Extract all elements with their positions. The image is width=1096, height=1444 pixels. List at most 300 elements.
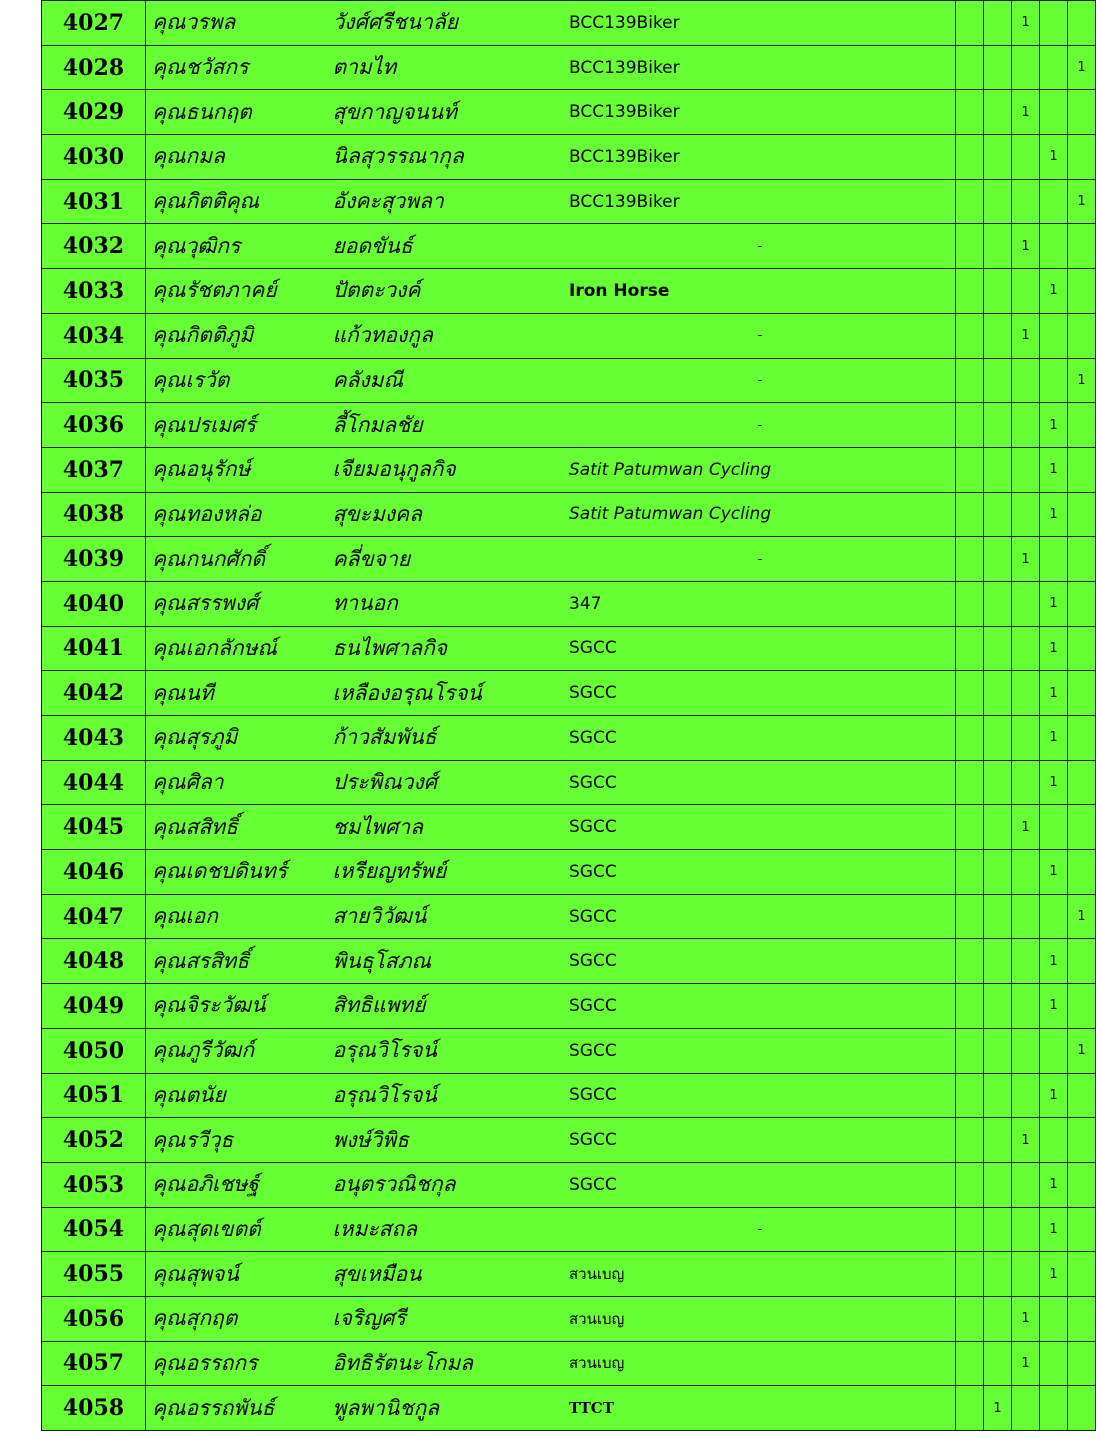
first-name: สรสิทธิ์ [186,939,333,984]
club-name: SGCC [565,760,956,805]
name-prefix: คุณ [146,358,186,403]
first-name: กิตติคุณ [186,179,333,224]
row-number: 4051 [42,1073,146,1118]
table-row [42,224,1096,269]
first-name: นที [186,671,333,716]
first-name: วุฒิกร [186,224,333,269]
category-2-count [984,1073,1012,1118]
last-name: อรุณวิโรจน์ [333,1028,565,1073]
category-3-count [1012,269,1040,314]
category-2-count [984,939,1012,984]
category-3-count [1012,850,1040,895]
category-1-count [956,760,984,805]
last-name: พงษ์วิพิธ [333,1118,565,1163]
table-row [42,1341,1096,1386]
row-number: 4033 [42,269,146,314]
club-name: Satit Patumwan Cycling [565,447,956,492]
table-row [42,45,1096,90]
table-row [42,358,1096,403]
table-row [42,403,1096,448]
name-prefix: คุณ [146,403,186,448]
participant-table [41,0,1096,1431]
category-2-count [984,1028,1012,1073]
name-prefix: คุณ [146,1207,186,1252]
row-number: 4048 [42,939,146,984]
category-1-count [956,447,984,492]
table-row [42,1,1096,46]
row-number: 4037 [42,447,146,492]
category-1-count [956,1341,984,1386]
table-row [42,313,1096,358]
table-row [42,894,1096,939]
row-number: 4031 [42,179,146,224]
category-1-count [956,1,984,46]
name-prefix: คุณ [146,45,186,90]
table-row [42,760,1096,805]
category-4-count [1040,1341,1068,1386]
last-name: ก้าวสัมพันธ์ [333,716,565,761]
category-3-count [1012,984,1040,1029]
club-name: SGCC [565,1118,956,1163]
category-3-count [1012,760,1040,805]
category-5-count [1068,1207,1096,1252]
name-prefix: คุณ [146,447,186,492]
table-row [42,1207,1096,1252]
category-5-count: 1 [1068,179,1096,224]
first-name: รวีวุธ [186,1118,333,1163]
category-3-count [1012,581,1040,626]
first-name: สรรพงศ์ [186,581,333,626]
category-3-count [1012,671,1040,716]
category-2-count [984,90,1012,135]
row-number: 4043 [42,716,146,761]
club-name: SGCC [565,850,956,895]
row-number: 4038 [42,492,146,537]
first-name: เอกลักษณ์ [186,626,333,671]
club-name: BCC139Biker [565,179,956,224]
name-prefix: คุณ [146,1341,186,1386]
category-1-count [956,358,984,403]
club-name: SGCC [565,626,956,671]
row-number: 4058 [42,1386,146,1431]
category-2-count [984,135,1012,180]
category-4-count [1040,1028,1068,1073]
first-name: อภิเชษฐ์ [186,1162,333,1207]
row-number: 4056 [42,1296,146,1341]
category-5-count [1068,1073,1096,1118]
category-5-count: 1 [1068,45,1096,90]
category-2-count [984,269,1012,314]
category-2-count [984,447,1012,492]
category-3-count [1012,358,1040,403]
row-number: 4041 [42,626,146,671]
name-prefix: คุณ [146,537,186,582]
table-row [42,984,1096,1029]
category-5-count [1068,537,1096,582]
first-name: สุกฤต [186,1296,333,1341]
category-4-count [1040,1,1068,46]
category-3-count: 1 [1012,224,1040,269]
row-number: 4035 [42,358,146,403]
category-3-count: 1 [1012,1341,1040,1386]
last-name: เหรียญทรัพย์ [333,850,565,895]
category-4-count: 1 [1040,939,1068,984]
last-name: เหมะสถล [333,1207,565,1252]
category-2-count [984,492,1012,537]
category-5-count [1068,90,1096,135]
category-5-count [1068,447,1096,492]
row-number: 4040 [42,581,146,626]
first-name: อรรถพันธ์ [186,1386,333,1431]
last-name: พูลพานิชกูล [333,1386,565,1431]
last-name: วังศ์ศรีชนาลัย [333,1,565,46]
last-name: ประพิณวงศ์ [333,760,565,805]
category-3-count [1012,179,1040,224]
category-1-count [956,179,984,224]
last-name: เหลืองอรุณโรจน์ [333,671,565,716]
category-4-count [1040,1118,1068,1163]
category-1-count [956,984,984,1029]
club-name: Iron Horse [565,269,956,314]
club-name: สวนเบญ [565,1252,956,1297]
last-name: คลังมณี [333,358,565,403]
category-3-count [1012,447,1040,492]
first-name: เอก [186,894,333,939]
last-name: อรุณวิโรจน์ [333,1073,565,1118]
category-4-count [1040,224,1068,269]
first-name: อนุรักษ์ [186,447,333,492]
row-number: 4028 [42,45,146,90]
category-5-count [1068,1341,1096,1386]
table-body [42,1,1096,1431]
first-name: สุรภูมิ [186,716,333,761]
club-name: SGCC [565,1073,956,1118]
row-number: 4039 [42,537,146,582]
last-name: อังคะสุวพลา [333,179,565,224]
row-number: 4046 [42,850,146,895]
table-row [42,1118,1096,1163]
table-row [42,447,1096,492]
name-prefix: คุณ [146,1,186,46]
name-prefix: คุณ [146,626,186,671]
category-1-count [956,269,984,314]
category-2-count [984,626,1012,671]
category-2-count [984,1207,1012,1252]
row-number: 4029 [42,90,146,135]
name-prefix: คุณ [146,716,186,761]
category-3-count [1012,1073,1040,1118]
category-2-count [984,1252,1012,1297]
first-name: สสิทธิ์ [186,805,333,850]
name-prefix: คุณ [146,1028,186,1073]
category-4-count: 1 [1040,760,1068,805]
category-5-count [1068,805,1096,850]
category-1-count [956,313,984,358]
table-row [42,1073,1096,1118]
category-3-count: 1 [1012,1,1040,46]
category-5-count [1068,224,1096,269]
category-4-count: 1 [1040,403,1068,448]
last-name: เจริญศรี [333,1296,565,1341]
table-row [42,1386,1096,1431]
category-5-count [1068,1296,1096,1341]
category-3-count: 1 [1012,313,1040,358]
category-4-count [1040,805,1068,850]
first-name: ชวัสกร [186,45,333,90]
table-row [42,1162,1096,1207]
last-name: คลี่ขจาย [333,537,565,582]
category-1-count [956,1252,984,1297]
category-2-count [984,1,1012,46]
category-5-count: 1 [1068,894,1096,939]
first-name: ธนกฤต [186,90,333,135]
category-1-count [956,939,984,984]
category-2-count [984,224,1012,269]
category-2-count [984,805,1012,850]
table-row [42,716,1096,761]
category-5-count [1068,1386,1096,1431]
first-name: ภูรีวัฒก์ [186,1028,333,1073]
last-name: สายวิวัฒน์ [333,894,565,939]
category-2-count [984,581,1012,626]
table-row [42,1028,1096,1073]
name-prefix: คุณ [146,90,186,135]
club-name: BCC139Biker [565,90,956,135]
category-4-count [1040,1386,1068,1431]
last-name: พินธุโสภณ [333,939,565,984]
first-name: วรพล [186,1,333,46]
category-4-count [1040,358,1068,403]
table-row [42,1252,1096,1297]
category-1-count [956,581,984,626]
category-4-count [1040,1296,1068,1341]
category-5-count [1068,716,1096,761]
category-3-count: 1 [1012,1118,1040,1163]
club-name: SGCC [565,939,956,984]
first-name: เดชบดินทร์ [186,850,333,895]
category-5-count [1068,1,1096,46]
category-4-count: 1 [1040,1207,1068,1252]
table-row [42,581,1096,626]
category-1-count [956,1386,984,1431]
first-name: สุดเขตต์ [186,1207,333,1252]
last-name: ธนไพศาลกิจ [333,626,565,671]
category-4-count [1040,90,1068,135]
first-name: ทองหล่อ [186,492,333,537]
category-1-count [956,626,984,671]
category-5-count [1068,939,1096,984]
last-name: ชมไพศาล [333,805,565,850]
category-5-count: 1 [1068,358,1096,403]
name-prefix: คุณ [146,1252,186,1297]
name-prefix: คุณ [146,984,186,1029]
club-name: TTCT [565,1386,956,1431]
name-prefix: คุณ [146,760,186,805]
name-prefix: คุณ [146,1162,186,1207]
category-3-count [1012,716,1040,761]
name-prefix: คุณ [146,313,186,358]
first-name: ปรเมศร์ [186,403,333,448]
club-name: SGCC [565,1028,956,1073]
name-prefix: คุณ [146,1386,186,1431]
name-prefix: คุณ [146,135,186,180]
category-5-count [1068,581,1096,626]
last-name: สิทธิแพทย์ [333,984,565,1029]
category-4-count: 1 [1040,850,1068,895]
category-2-count [984,1341,1012,1386]
category-5-count [1068,1252,1096,1297]
row-number: 4042 [42,671,146,716]
name-prefix: คุณ [146,850,186,895]
category-1-count [956,1207,984,1252]
first-name: กนกศักดิ์ [186,537,333,582]
club-name: BCC139Biker [565,45,956,90]
category-5-count [1068,135,1096,180]
category-1-count [956,1073,984,1118]
club-name: - [565,537,956,582]
table-row [42,492,1096,537]
last-name: นิลสุวรรณากุล [333,135,565,180]
category-1-count [956,805,984,850]
category-1-count [956,90,984,135]
name-prefix: คุณ [146,1073,186,1118]
category-4-count: 1 [1040,1162,1068,1207]
category-1-count [956,894,984,939]
last-name: ปัตตะวงค์ [333,269,565,314]
category-2-count [984,45,1012,90]
category-3-count [1012,135,1040,180]
category-4-count [1040,894,1068,939]
category-2-count [984,760,1012,805]
row-number: 4034 [42,313,146,358]
category-2-count [984,984,1012,1029]
category-1-count [956,716,984,761]
category-1-count [956,1162,984,1207]
last-name: ยอดขันธ์ [333,224,565,269]
category-1-count [956,671,984,716]
category-4-count: 1 [1040,135,1068,180]
last-name: สุขเหมือน [333,1252,565,1297]
category-5-count [1068,760,1096,805]
table-row [42,626,1096,671]
first-name: สุพจน์ [186,1252,333,1297]
table-row [42,671,1096,716]
row-number: 4047 [42,894,146,939]
table-row [42,179,1096,224]
category-5-count [1068,1118,1096,1163]
first-name: กิตติภูมิ [186,313,333,358]
row-number: 4054 [42,1207,146,1252]
category-1-count [956,45,984,90]
club-name: 347 [565,581,956,626]
category-2-count [984,403,1012,448]
category-1-count [956,492,984,537]
category-3-count [1012,939,1040,984]
category-3-count: 1 [1012,1296,1040,1341]
category-3-count [1012,894,1040,939]
category-4-count [1040,313,1068,358]
row-number: 4057 [42,1341,146,1386]
category-3-count [1012,45,1040,90]
category-4-count: 1 [1040,269,1068,314]
first-name: ตนัย [186,1073,333,1118]
row-number: 4050 [42,1028,146,1073]
name-prefix: คุณ [146,269,186,314]
row-number: 4044 [42,760,146,805]
category-2-count [984,313,1012,358]
category-3-count [1012,626,1040,671]
name-prefix: คุณ [146,671,186,716]
table-row [42,805,1096,850]
category-4-count: 1 [1040,447,1068,492]
category-5-count [1068,1162,1096,1207]
category-1-count [956,1118,984,1163]
category-2-count [984,716,1012,761]
row-number: 4030 [42,135,146,180]
category-5-count [1068,671,1096,716]
club-name: - [565,403,956,448]
category-2-count [984,537,1012,582]
table-row [42,850,1096,895]
category-5-count [1068,269,1096,314]
category-2-count [984,1118,1012,1163]
table-row [42,537,1096,582]
row-number: 4027 [42,1,146,46]
table-row [42,269,1096,314]
last-name: เจียมอนุกูลกิจ [333,447,565,492]
table-row [42,939,1096,984]
category-3-count [1012,1252,1040,1297]
first-name: อรรถกร [186,1341,333,1386]
category-1-count [956,850,984,895]
name-prefix: คุณ [146,805,186,850]
last-name: ตามไท [333,45,565,90]
category-3-count [1012,1386,1040,1431]
last-name: แก้วทองกูล [333,313,565,358]
category-3-count: 1 [1012,537,1040,582]
category-2-count [984,1162,1012,1207]
name-prefix: คุณ [146,581,186,626]
name-prefix: คุณ [146,1296,186,1341]
category-5-count [1068,492,1096,537]
club-name: สวนเบญ [565,1296,956,1341]
category-4-count: 1 [1040,492,1068,537]
last-name: ลี้โกมลชัย [333,403,565,448]
category-3-count [1012,1207,1040,1252]
last-name: สุขกาญจนนท์ [333,90,565,135]
table-row [42,135,1096,180]
category-3-count [1012,1028,1040,1073]
club-name: SGCC [565,1162,956,1207]
category-1-count [956,224,984,269]
category-5-count [1068,984,1096,1029]
row-number: 4045 [42,805,146,850]
club-name: SGCC [565,984,956,1029]
category-2-count [984,894,1012,939]
category-2-count [984,1296,1012,1341]
category-3-count [1012,403,1040,448]
row-number: 4055 [42,1252,146,1297]
category-4-count: 1 [1040,716,1068,761]
club-name: BCC139Biker [565,135,956,180]
first-name: รัชตภาคย์ [186,269,333,314]
club-name: - [565,1207,956,1252]
last-name: อิทธิรัตนะโกมล [333,1341,565,1386]
category-4-count: 1 [1040,626,1068,671]
category-1-count [956,1296,984,1341]
name-prefix: คุณ [146,224,186,269]
category-4-count: 1 [1040,1252,1068,1297]
